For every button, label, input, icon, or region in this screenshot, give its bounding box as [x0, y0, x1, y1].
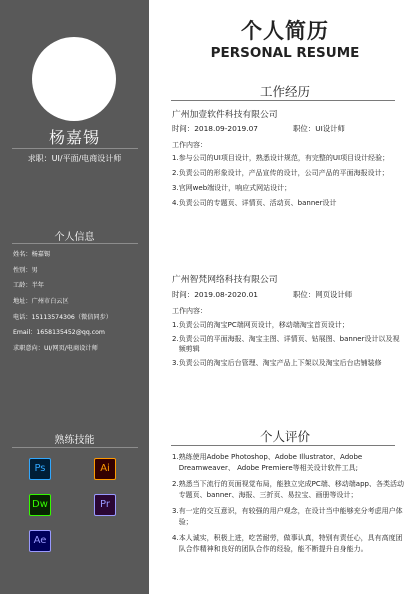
job-1-duties — [172, 153, 404, 213]
premiere-icon: Pr — [94, 494, 116, 516]
list-item: 4. 负责公司的专题页、详情页、活动页、banner设计 — [172, 199, 337, 208]
job-2-content-label: 工作内容： — [172, 307, 207, 315]
job-2-duties — [172, 320, 404, 372]
skills-divider — [12, 447, 138, 448]
personal-info-list — [13, 250, 143, 360]
dreamweaver-icon: Dw — [29, 494, 51, 516]
list-item: 3. 负责公司的淘宝后台管理、淘宝产品上下架以及淘宝后台店铺装修 — [172, 358, 382, 367]
list-item: 4. 本人诚实，积极上进，吃苦耐劳，做事认真，特别有责任心，具有高度团队合作精神和良好的团队合作的经验，能不断提升自身能力。 — [172, 534, 403, 553]
info-row-experience: 工龄：半年 — [13, 282, 44, 290]
illustrator-icon: Ai — [94, 458, 116, 480]
info-row-name: 姓名：杨嘉锡 — [13, 251, 51, 258]
list-item: 3. 官网web端设计，响应式网站设计； — [172, 184, 292, 193]
list-item: 3. 有一定的交互意识，有较强的用户观念，在设计当中能够充分考虑用户体验； — [172, 507, 403, 526]
list-item: 1. 负责公司的淘宝PC端网页设计，移动端淘宝首页设计； — [172, 321, 349, 329]
info-row-phone: 电话：15113574306（微信同步） — [13, 313, 112, 321]
info-row-email: Email：1658135452@qq.com — [13, 329, 105, 337]
candidate-name: 杨嘉锡 — [48, 128, 100, 147]
work-experience-heading: 工作经历 — [259, 84, 310, 99]
self-evaluation-heading: 个人评价 — [259, 429, 310, 444]
job-2-time: 2019.08-2020.01 — [194, 290, 258, 299]
page-subtitle: PERSONAL RESUME — [210, 45, 360, 61]
job-1-meta: 时间：2018.09-2019.07 职位：UI设计师 — [172, 124, 345, 133]
after-effects-icon: Ae — [29, 530, 51, 552]
work-experience-divider — [171, 100, 395, 101]
info-row-gender: 性别：男 — [13, 266, 38, 274]
job-1-company: 广州加壹软件科技有限公司 — [172, 110, 278, 120]
list-item: 1. 熟练使用Adobe Photoshop、Adobe Illustrator、Adobe Dreamweaver、 Adobe Premiere等相关设计软件工具; — [172, 453, 363, 472]
sidebar — [0, 0, 149, 594]
self-evaluation-divider — [171, 445, 395, 446]
info-row-address: 地址：广州市白云区 — [13, 298, 69, 306]
job-1-time: 2018.09-2019.07 — [194, 124, 258, 133]
job-2-meta: 时间：2019.08-2020.01 职位：网页设计师 — [172, 290, 353, 299]
job-2-position: 职位：网页设计师 — [293, 290, 353, 299]
job-2-company: 广州智梵网络科技有限公司 — [172, 275, 278, 285]
photoshop-icon: Ps — [29, 458, 51, 480]
list-item: 2. 熟悉当下流行的页面视觉布局，能独立完成PC端、移动端app、各类活动专题页、banner、海报、三折页、易拉宝、画册等设计； — [172, 480, 404, 499]
name-divider — [12, 148, 138, 149]
job-target: 求职：UI/平面/电商设计师 — [27, 154, 122, 163]
skills-heading: 熟练技能 — [54, 435, 95, 446]
job-1-position: 职位：UI设计师 — [293, 124, 345, 133]
list-item: 1. 参与公司的UI项目设计，熟悉设计规范，有完整的UI项目设计经验； — [172, 154, 390, 162]
page-title: 个人简历 — [241, 19, 329, 43]
list-item: 2. 负责公司的平面海报、淘宝主图、详情页、钻展图、banner设计以及视频剪辑 — [172, 334, 400, 354]
list-item: 2. 负责公司的形象设计，产品宣传的设计，公司产品的平面海报设计； — [172, 169, 389, 178]
personal-info-divider — [12, 243, 138, 244]
self-evaluation-list — [172, 452, 404, 560]
personal-info-heading: 个人信息 — [54, 232, 95, 243]
profile-photo-placeholder — [32, 37, 116, 121]
info-row-intention: 求职意向：UI/网页/电商设计师 — [13, 345, 98, 353]
job-1-content-label: 工作内容： — [172, 141, 207, 149]
